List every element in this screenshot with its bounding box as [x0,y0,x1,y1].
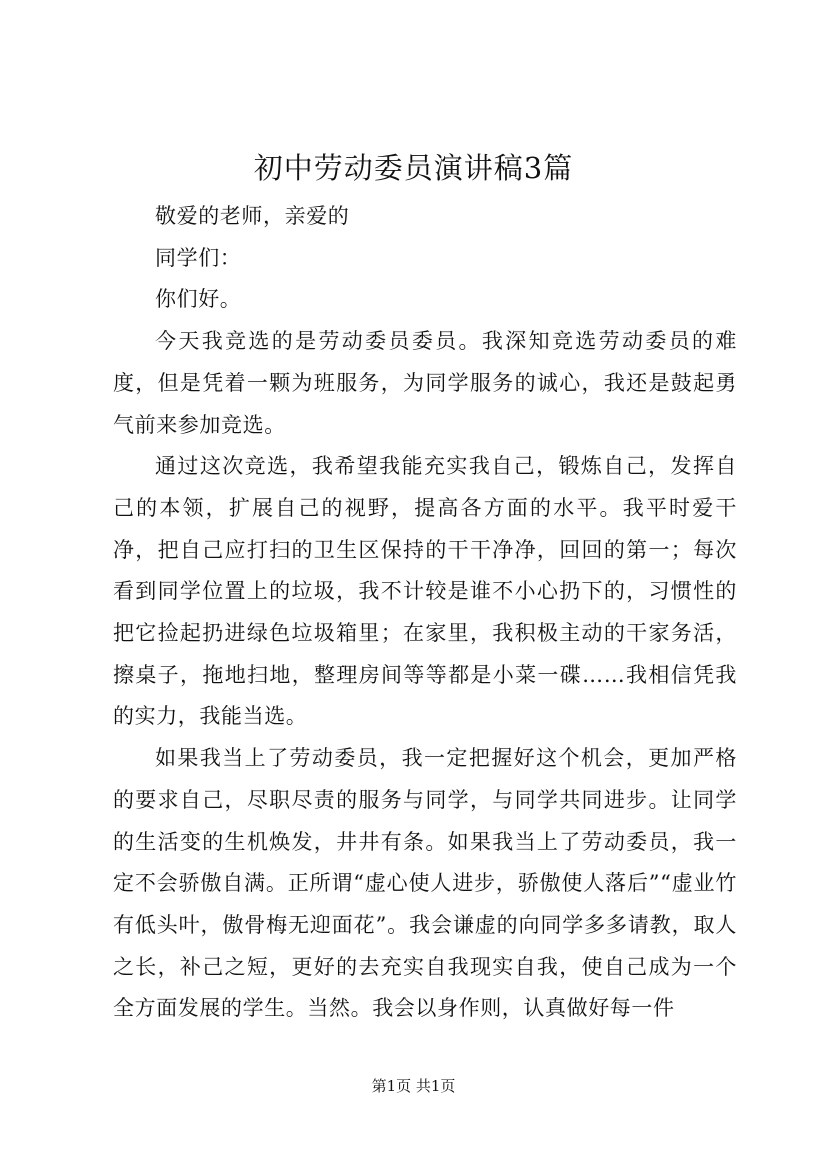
paragraph-commitment: 如果我当上了劳动委员，我一定把握好这个机会，更加严格的要求自己，尽职尽责的服务与同学，与同学共同进步。让同学的生活变的生机焕发，井井有条。如果我当上了劳动委员，我一定不会骄傲自满。正所谓“虚心使人进步，骄傲使人落后”“虚业竹有低头叶，傲骨梅无迎面花”。我会谦虚的向同学多多请教，取人之长，补己之短，更好的去充实自我现实自我，使自己成为一个全方面发展的学生。当然。我会以身作则，认真做好每一件 [113,746,737,1021]
page-footer: 第1页 共1页 [371,1077,456,1095]
paragraph-audience: 同学们： [155,245,242,270]
paragraph-greeting: 你们好。 [155,287,242,312]
paragraph-goals: 通过这次竞选，我希望我能充实我自己，锻炼自己，发挥自己的本领，扩展自己的视野，提高各方面的水平。我平时爱干净，把自己应打扫的卫生区保持的干干净净，回回的第一；每次看到同学位置上的垃圾，我不计较是谁不小心扔下的，习惯性的把它捡起扔进绿色垃圾箱里；在家里，我积极主动的干家务活，擦桌子，拖地扫地，整理房间等等都是小菜一碟……我相信凭我的实力，我能当选。 [113,454,737,729]
document-title: 初中劳动委员演讲稿3篇 [253,151,574,185]
paragraph-salutation: 敬爱的老师，亲爱的 [155,204,350,228]
paragraph-intro: 今天我竞选的是劳动委员委员。我深知竞选劳动委员的难度，但是凭着一颗为班服务，为同学服务的诚心，我还是鼓起勇气前来参加竞选。 [113,329,737,437]
document-body [113,196,737,1030]
